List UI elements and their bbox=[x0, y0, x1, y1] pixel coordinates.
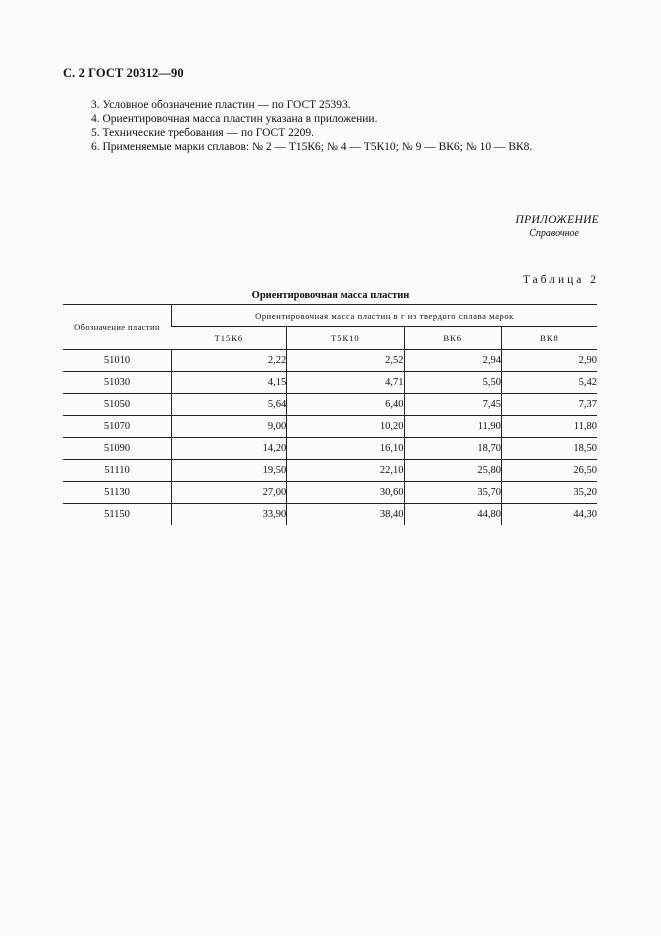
grade-header: ВК6 bbox=[404, 327, 501, 350]
cell-value: 5,50 bbox=[404, 372, 501, 394]
cell-value: 19,50 bbox=[172, 460, 287, 482]
table-row bbox=[63, 460, 597, 482]
table-row bbox=[63, 350, 597, 372]
cell-value: 35,20 bbox=[501, 482, 597, 504]
group-header: Ориентировочная масса пластин в г из твердого сплава марок bbox=[172, 305, 598, 327]
cell-value: 38,40 bbox=[287, 504, 404, 526]
cell-value: 14,20 bbox=[172, 438, 287, 460]
cell-code: 51150 bbox=[63, 504, 172, 526]
cell-value: 35,70 bbox=[404, 482, 501, 504]
list-item: 5. Технические требования — по ГОСТ 2209. bbox=[91, 127, 314, 139]
cell-value: 18,70 bbox=[404, 438, 501, 460]
cell-value: 16,10 bbox=[287, 438, 404, 460]
grade-header: Т15К6 bbox=[214, 333, 244, 343]
cell-value: 18,50 bbox=[501, 438, 597, 460]
page-header: С. 2 ГОСТ 20312—90 bbox=[63, 66, 184, 80]
appendix-subtitle: Справочное bbox=[529, 228, 579, 239]
table-row bbox=[63, 504, 597, 526]
grade-header: Т5К10 bbox=[287, 327, 404, 350]
table-row bbox=[63, 372, 597, 394]
numbered-list bbox=[91, 98, 532, 154]
table-row bbox=[63, 438, 597, 460]
cell-value: 7,45 bbox=[404, 394, 501, 416]
grade-header: ВК8 bbox=[501, 327, 597, 350]
cell-value: 2,90 bbox=[501, 350, 597, 372]
cell-code: 51050 bbox=[63, 394, 172, 416]
cell-code: 51030 bbox=[63, 372, 172, 394]
cell-value: 4,71 bbox=[287, 372, 404, 394]
list-item: 4. Ориентировочная масса пластин указана в приложении. bbox=[91, 113, 378, 125]
cell-value: 6,40 bbox=[287, 394, 404, 416]
cell-value: 2,94 bbox=[404, 350, 501, 372]
cell-value: 25,80 bbox=[404, 460, 501, 482]
cell-value: 9,00 bbox=[172, 416, 287, 438]
cell-value: 2,52 bbox=[287, 350, 404, 372]
cell-value: 44,30 bbox=[501, 504, 597, 526]
cell-value: 5,64 bbox=[172, 394, 287, 416]
table-label: Таблица 2 bbox=[522, 274, 599, 286]
cell-code: 51110 bbox=[63, 460, 172, 482]
list-item: 3. Условное обозначение пластин — по ГОСТ 25393. bbox=[91, 99, 351, 111]
cell-value: 11,90 bbox=[404, 416, 501, 438]
cell-value: 10,20 bbox=[287, 416, 404, 438]
table-row bbox=[63, 394, 597, 416]
cell-value: 5,42 bbox=[501, 372, 597, 394]
mass-table bbox=[63, 304, 597, 525]
cell-value: 7,37 bbox=[501, 394, 597, 416]
table-row bbox=[63, 482, 597, 504]
cell-value: 26,50 bbox=[501, 460, 597, 482]
cell-value: 2,22 bbox=[172, 350, 287, 372]
cell-value: 22,10 bbox=[287, 460, 404, 482]
table-row bbox=[63, 416, 597, 438]
appendix-title: ПРИЛОЖЕНИЕ bbox=[515, 214, 599, 226]
cell-value: 11,80 bbox=[501, 416, 597, 438]
cell-code: 51010 bbox=[63, 350, 172, 372]
cell-value: 27,00 bbox=[172, 482, 287, 504]
cell-code: 51130 bbox=[63, 482, 172, 504]
cell-value: 33,90 bbox=[172, 504, 287, 526]
designation-header: Обозначение пластин bbox=[63, 305, 172, 350]
cell-value: 30,60 bbox=[287, 482, 404, 504]
table-caption: Ориентировочная масса пластин bbox=[251, 290, 410, 301]
list-item: 6. Применяемые марки сплавов: № 2 — Т15К6; № 4 — Т5К10; № 9 — ВК6; № 10 — ВК8. bbox=[91, 141, 533, 153]
cell-value: 4,15 bbox=[172, 372, 287, 394]
cell-code: 51090 bbox=[63, 438, 172, 460]
cell-value: 44,80 bbox=[404, 504, 501, 526]
cell-code: 51070 bbox=[63, 416, 172, 438]
